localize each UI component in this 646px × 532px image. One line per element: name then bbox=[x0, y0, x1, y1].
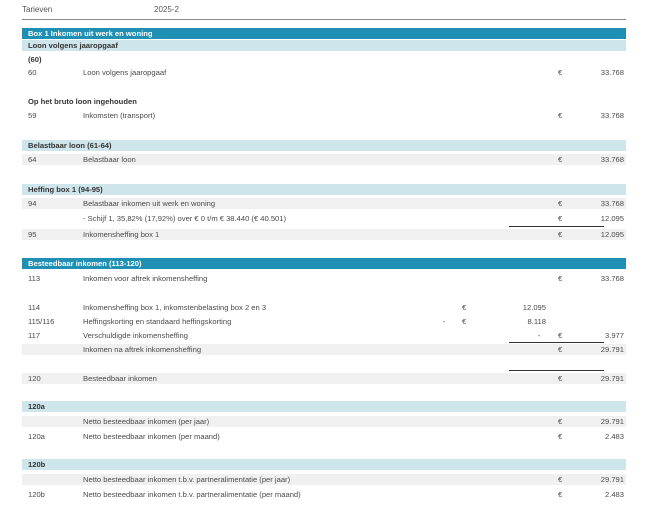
table-row bbox=[22, 302, 626, 313]
currency-symbol: € bbox=[462, 317, 467, 326]
row-subamount: 8.118 bbox=[527, 317, 546, 326]
currency-symbol: € bbox=[558, 274, 563, 283]
section-title: Op het bruto loon ingehouden bbox=[28, 97, 137, 106]
table-row bbox=[22, 474, 626, 485]
table-row bbox=[22, 373, 626, 384]
table-row bbox=[22, 330, 626, 341]
currency-symbol: € bbox=[558, 199, 563, 208]
row-amount: 12.095 bbox=[600, 230, 624, 239]
sum-underline bbox=[509, 370, 604, 371]
row-code: 120a bbox=[28, 432, 45, 441]
section-title: 120a bbox=[28, 402, 45, 411]
row-code: 120 bbox=[28, 374, 41, 383]
row-description: Netto besteedbaar inkomen (per maand) bbox=[83, 432, 220, 441]
currency-symbol: € bbox=[558, 345, 563, 354]
table-row bbox=[22, 229, 626, 240]
table-row bbox=[22, 154, 626, 165]
section-title: Besteedbaar inkomen (113-120) bbox=[28, 259, 142, 268]
section-header-120b bbox=[22, 459, 626, 470]
row-code: 115/116 bbox=[28, 317, 55, 326]
currency-symbol: € bbox=[558, 68, 563, 77]
table-row bbox=[22, 416, 626, 427]
row-subamount: 12.095 bbox=[522, 303, 546, 312]
row-code: 120b bbox=[28, 490, 45, 499]
box1-title: Box 1 Inkomen uit werk en woning bbox=[28, 29, 153, 38]
minus-sign: - bbox=[537, 331, 541, 340]
currency-symbol: € bbox=[558, 374, 563, 383]
row-code: 95 bbox=[28, 230, 37, 239]
table-row bbox=[22, 273, 626, 284]
row-description: Netto besteedbaar inkomen (per jaar) bbox=[83, 417, 210, 426]
currency-symbol: € bbox=[558, 214, 563, 223]
row-description: Inkomsten (transport) bbox=[83, 111, 156, 120]
section-header-ingehouden bbox=[22, 96, 626, 107]
currency-symbol: € bbox=[558, 155, 563, 164]
section-header-heffing bbox=[22, 184, 626, 195]
currency-symbol: € bbox=[558, 331, 563, 340]
section-subheader-60 bbox=[22, 54, 626, 65]
currency-symbol: € bbox=[558, 111, 563, 120]
sum-underline bbox=[509, 226, 604, 227]
table-row bbox=[22, 489, 626, 500]
sum-underline bbox=[509, 342, 604, 343]
row-amount: 33.768 bbox=[600, 274, 624, 283]
row-amount: 12.095 bbox=[600, 214, 624, 223]
row-description: Netto besteedbaar inkomen t.b.v. partneralimentatie (per maand) bbox=[83, 490, 301, 499]
row-amount: 29.791 bbox=[600, 345, 624, 354]
row-amount: 33.768 bbox=[600, 199, 624, 208]
section-header-belastbaar bbox=[22, 140, 626, 151]
currency-symbol: € bbox=[558, 417, 563, 426]
row-description: Verschuldigde inkomensheffing bbox=[83, 331, 188, 340]
currency-symbol: € bbox=[558, 475, 563, 484]
table-row bbox=[22, 431, 626, 442]
row-code: 113 bbox=[28, 274, 41, 283]
tarieven-label: Tarieven bbox=[22, 5, 53, 14]
table-row bbox=[22, 213, 626, 224]
row-code: 114 bbox=[28, 303, 41, 312]
row-description: Loon volgens jaaropgaaf bbox=[83, 68, 167, 77]
row-description: - Schijf 1, 35,82% (17,92%) over € 0 t/m € 38.440 (€ 40.501) bbox=[83, 214, 287, 223]
row-description: Netto besteedbaar inkomen t.b.v. partneralimentatie (per jaar) bbox=[83, 475, 291, 484]
table-row bbox=[22, 344, 626, 355]
row-description: Inkomen voor aftrek inkomensheffing bbox=[83, 274, 208, 283]
section-subtitle: (60) bbox=[28, 55, 42, 64]
row-amount: 29.791 bbox=[600, 475, 624, 484]
row-description: Belastbaar loon bbox=[83, 155, 136, 164]
section-title: 120b bbox=[28, 460, 46, 469]
table-row bbox=[22, 67, 626, 78]
row-description: Inkomensheffing box 1, inkomstenbelasting box 2 en 3 bbox=[83, 303, 267, 312]
header-divider bbox=[22, 19, 626, 20]
row-amount: 33.768 bbox=[600, 68, 624, 77]
section-header-besteedbaar bbox=[22, 258, 626, 269]
row-code: 60 bbox=[28, 68, 37, 77]
currency-symbol: € bbox=[462, 303, 467, 312]
currency-symbol: € bbox=[558, 490, 563, 499]
row-amount: 29.791 bbox=[600, 417, 624, 426]
row-code: 94 bbox=[28, 199, 37, 208]
section-header-loon bbox=[22, 40, 626, 51]
row-amount: 3.977 bbox=[604, 331, 624, 340]
section-header-120a bbox=[22, 401, 626, 412]
row-code: 117 bbox=[28, 331, 41, 340]
section-title: Heffing box 1 (94-95) bbox=[28, 185, 103, 194]
table-row bbox=[22, 198, 626, 209]
row-description: Inkomensheffing box 1 bbox=[83, 230, 160, 239]
row-amount: 2.483 bbox=[604, 490, 624, 499]
currency-symbol: € bbox=[558, 432, 563, 441]
row-description: Heffingskorting en standaard heffingskorting bbox=[83, 317, 232, 326]
row-description: Besteedbaar inkomen bbox=[83, 374, 157, 383]
row-amount: 33.768 bbox=[600, 111, 624, 120]
section-title: Loon volgens jaaropgaaf bbox=[28, 41, 118, 50]
currency-symbol: € bbox=[558, 230, 563, 239]
row-amount: 2.483 bbox=[604, 432, 624, 441]
row-code: 64 bbox=[28, 155, 37, 164]
row-amount: 33.768 bbox=[600, 155, 624, 164]
row-amount: 29.791 bbox=[600, 374, 624, 383]
row-description: Belastbaar inkomen uit werk en woning bbox=[83, 199, 216, 208]
tarieven-value: 2025-2 bbox=[154, 5, 179, 14]
table-row bbox=[22, 110, 626, 121]
row-description: Inkomen na aftrek inkomensheffing bbox=[83, 345, 202, 354]
minus-sign: - bbox=[442, 317, 446, 326]
box1-header bbox=[22, 28, 626, 39]
section-title: Belastbaar loon (61-64) bbox=[28, 141, 112, 150]
table-row bbox=[22, 316, 626, 327]
row-code: 59 bbox=[28, 111, 37, 120]
